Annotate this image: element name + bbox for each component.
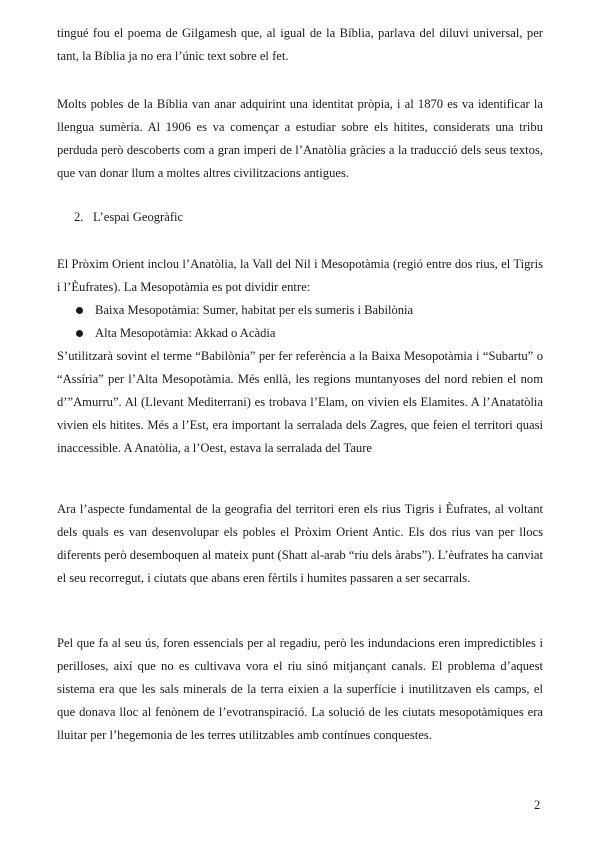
list-item-text: Baixa Mesopotàmia: Sumer, habitat per els sumeris i Babilònia	[95, 303, 414, 317]
bullet-dot-icon	[76, 330, 83, 337]
bullet-dot-icon	[76, 307, 83, 314]
list-item-text: Alta Mesopotàmia: Akkad o Acàdia	[95, 326, 276, 340]
section-number: 2.	[74, 210, 84, 224]
paragraph-irrigation: Pel que fa al seu ús, foren essencials per al regadiu, però les indundacions eren impredictibles i perilloses, així que no es cultivava vora el riu sinó mitjançant canals. El problema d’aquest sistema era que les sals minerals de la terra eixien a la superfície i inutilitzaven els camps, el que donava lloc al fenònem de l’evotranspiració. La solució de les ciutats mesopotàmiques era lluitar per l’hegemonia de les terres utilitzables amb contínues conquestes.	[57, 636, 543, 742]
list-item	[74, 299, 544, 322]
section-title: L’espai Geogràfic	[93, 210, 184, 224]
paragraph-gilgamesh: tingué fou el poema de Gilgamesh que, al igual de la Bíblia, parlava del diluvi universal, per tant, la Bíblia ja no era l’únic text sobre el fet.	[57, 26, 543, 63]
paragraph-rivers: Ara l’aspecte fundamental de la geografia del territori eren els rius Tigris i Èufrates, al voltant dels quals es van desenvolupar els pobles el Pròxim Orient Antic. Els dos rius van per llocs diferents però desemboquen al mateix punt (Shatt al-arab “riu dels àrabs”). L’èufrates ha canviat el seu recorregut, i ciutats que abans eren fèrtils i humites passaren a ser secarrals.	[57, 502, 543, 585]
paragraph-regions: S’utilitzarà sovint el terme “Babilònia” per fer referència a la Baixa Mesopotàmia i “Subartu” o “Assíria” per l’Alta Mesopotàmia. Més enllà, les regions muntanyoses del nord rebien el nom d’”Amurru”. Al (Llevant Mediterrani) es trobava l’Elam, on vivien els Elamites. A l’Anatatòlia vivien els hitites. Més a l’Est, era important la serralada dels Zagres, que feien el territori quasi inaccessible. A Anatòlia, a l’Oest, estava la serralada del Taure	[57, 349, 543, 455]
paragraph-near-east: El Pròxim Orient inclou l’Anatòlia, la Vall del Nil i Mesopotàmia (regió entre dos rius, el Tigris i l’Èufrates). La Mesopotàmia es pot dividir entre:	[57, 257, 543, 294]
section-heading	[74, 206, 183, 229]
list-item	[74, 322, 544, 345]
paragraph-peoples-identity: Molts pobles de la Bíblia van anar adquirint una identitat pròpia, i al 1870 es va identificar la llengua sumèria. Al 1906 es va començar a estudiar sobre els hitites, considerats una tribu perduda però descoberts com a gran imperi de l’Anatòlia gràcies a la traducció dels seus textos, que van donar llum a moltes altres civilitzacions antigues.	[57, 97, 543, 180]
mesopotamia-division-list	[74, 299, 544, 345]
page-number: 2	[534, 798, 541, 812]
